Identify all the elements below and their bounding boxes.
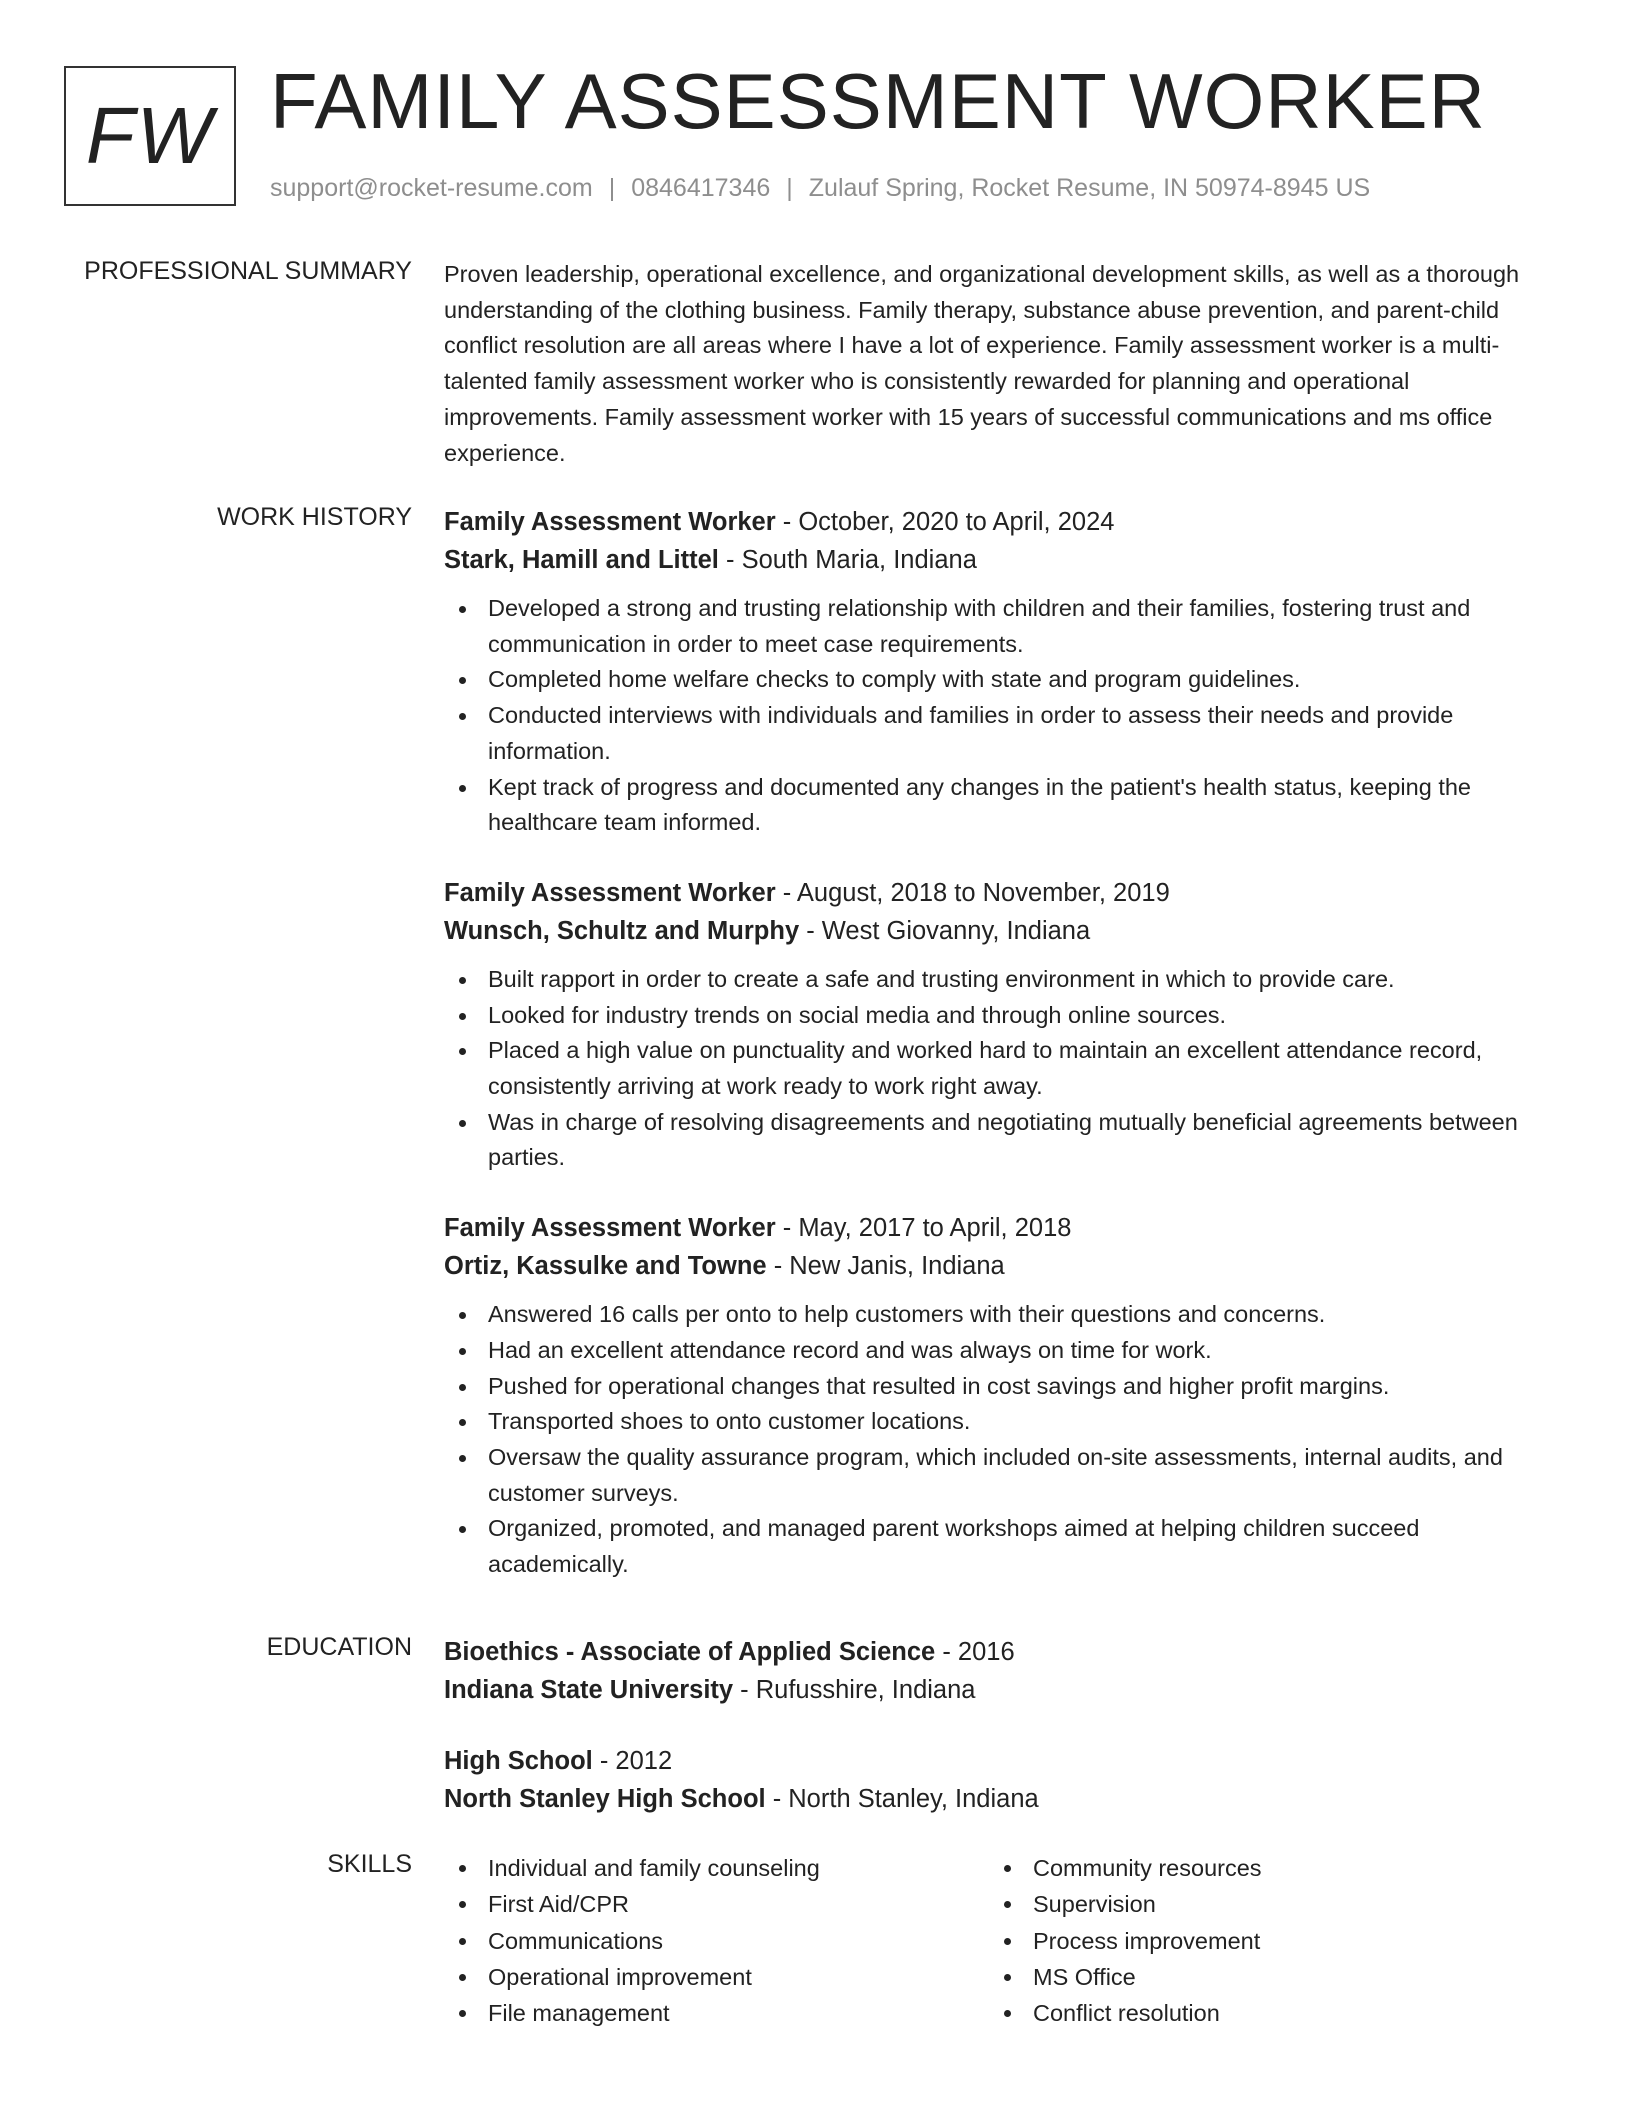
- skill-item: Individual and family counseling: [444, 1850, 989, 1886]
- job-title: Family Assessment Worker: [444, 878, 776, 907]
- education-location: - North Stanley, Indiana: [765, 1785, 1039, 1813]
- education-degree: High School: [444, 1747, 593, 1775]
- skills-list: [444, 1850, 989, 2031]
- job-bullets: [444, 591, 1552, 841]
- job-entry: [444, 1209, 1552, 1583]
- job-bullet: Had an excellent attendance record and was always on time for work.: [444, 1333, 1552, 1369]
- job-title-line: [444, 503, 1552, 541]
- skill-item: First Aid/CPR: [444, 1886, 989, 1922]
- section-label-work-history: WORK HISTORY: [217, 503, 412, 531]
- job-bullet: Was in charge of resolving disagreements and negotiating mutually beneficial agreements between parties.: [444, 1105, 1552, 1176]
- job-bullet: Placed a high value on punctuality and worked hard to maintain an excellent attendance record, consistently arriving at work ready to work right away.: [444, 1033, 1552, 1104]
- job-company-line: [444, 1247, 1552, 1285]
- job-company-line: [444, 541, 1552, 579]
- job-company: Wunsch, Schultz and Murphy: [444, 916, 800, 945]
- job-bullet: Kept track of progress and documented any changes in the patient's health status, keeping the healthcare team informed.: [444, 770, 1552, 841]
- contact-separator: |: [608, 174, 616, 202]
- section-label-education: EDUCATION: [266, 1633, 412, 1661]
- job-entry: [444, 874, 1552, 1176]
- job-bullet: Answered 16 calls per onto to help customers with their questions and concerns.: [444, 1297, 1552, 1333]
- education-school: North Stanley High School: [444, 1785, 766, 1813]
- contact-email: support@rocket-resume.com: [270, 174, 593, 202]
- job-bullet: Pushed for operational changes that resulted in cost savings and higher profit margins.: [444, 1369, 1552, 1405]
- education-degree-line: [444, 1633, 1552, 1671]
- education-year: - 2012: [592, 1747, 673, 1775]
- education-school: Indiana State University: [444, 1676, 734, 1704]
- contact-phone: 0846417346: [631, 174, 771, 202]
- skill-item: Process improvement: [989, 1923, 1534, 1959]
- education-school-line: [444, 1780, 1552, 1818]
- job-title: Family Assessment Worker: [444, 508, 776, 536]
- job-company-line: [444, 912, 1552, 950]
- job-bullets: [444, 962, 1552, 1176]
- skill-item: File management: [444, 1995, 989, 2031]
- education-degree-line: [444, 1742, 1552, 1780]
- education-entry: [444, 1633, 1552, 1709]
- education-year: - 2016: [935, 1638, 1015, 1666]
- section-label-summary: PROFESSIONAL SUMMARY: [84, 257, 412, 285]
- job-dates: - May, 2017 to April, 2018: [775, 1214, 1072, 1243]
- education-degree: Bioethics - Associate of Applied Science: [444, 1638, 936, 1666]
- job-bullet: Looked for industry trends on social media and through online sources.: [444, 998, 1552, 1034]
- contact-separator: |: [786, 174, 793, 202]
- job-location: - South Maria, Indiana: [718, 546, 977, 574]
- skills-grid: [444, 1850, 1552, 2031]
- job-bullet: Completed home welfare checks to comply with state and program guidelines.: [444, 662, 1552, 698]
- summary-text: Proven leadership, operational excellence, and organizational development skills, as well as a thorough understanding of the clothing business. Family therapy, substance abuse prevention, and parent-child conflict resolution are all areas where I have a lot of experience. Family assessment worker is a multi-talented family assessment worker who is consistently rewarded for planning and operational improvements. Family assessment worker with 15 years of successful communications and ms office experience.: [444, 261, 1520, 466]
- monogram-initials: FW: [85, 91, 215, 180]
- job-location: - West Giovanny, Indiana: [799, 916, 1091, 945]
- job-bullets: [444, 1297, 1552, 1583]
- skill-item: MS Office: [989, 1959, 1534, 1995]
- skills-column-left: [444, 1850, 989, 2031]
- job-title-line: [444, 1209, 1552, 1247]
- contact-line: [270, 174, 1370, 203]
- job-title: Family Assessment Worker: [444, 1214, 776, 1243]
- job-location: - New Janis, Indiana: [766, 1252, 1005, 1281]
- education-entry: [444, 1742, 1552, 1818]
- job-bullet: Developed a strong and trusting relationship with children and their families, fostering trust and communication in order to meet case requirements.: [444, 591, 1552, 662]
- job-bullet: Transported shoes to onto customer locations.: [444, 1404, 1552, 1440]
- job-bullet: Built rapport in order to create a safe and trusting environment in which to provide care.: [444, 962, 1552, 998]
- job-bullet: Organized, promoted, and managed parent workshops aimed at helping children succeed academically.: [444, 1511, 1552, 1582]
- education-school-line: [444, 1671, 1552, 1709]
- skill-item: Community resources: [989, 1850, 1534, 1886]
- job-dates: - October, 2020 to April, 2024: [775, 508, 1115, 536]
- monogram-box: [64, 66, 236, 206]
- job-entry: [444, 503, 1552, 841]
- skills-list: [989, 1850, 1534, 2031]
- job-bullet: Oversaw the quality assurance program, which included on-site assessments, internal audits, and customer surveys.: [444, 1440, 1552, 1511]
- job-company: Ortiz, Kassulke and Towne: [444, 1252, 767, 1281]
- skill-item: Supervision: [989, 1886, 1534, 1922]
- skill-item: Conflict resolution: [989, 1995, 1534, 2031]
- job-company: Stark, Hamill and Littel: [444, 546, 719, 574]
- section-label-skills: SKILLS: [327, 1850, 412, 1878]
- contact-address: Zulauf Spring, Rocket Resume, IN 50974-8945 US: [808, 174, 1371, 202]
- skill-item: Communications: [444, 1923, 989, 1959]
- job-title-line: [444, 874, 1552, 912]
- job-bullet: Conducted interviews with individuals and families in order to assess their needs and provide information.: [444, 698, 1552, 769]
- skills-column-right: [989, 1850, 1534, 2031]
- job-dates: - August, 2018 to November, 2019: [775, 878, 1170, 907]
- education-location: - Rufusshire, Indiana: [733, 1676, 976, 1704]
- skill-item: Operational improvement: [444, 1959, 989, 1995]
- candidate-name: FAMILY ASSESSMENT WORKER: [270, 57, 1486, 145]
